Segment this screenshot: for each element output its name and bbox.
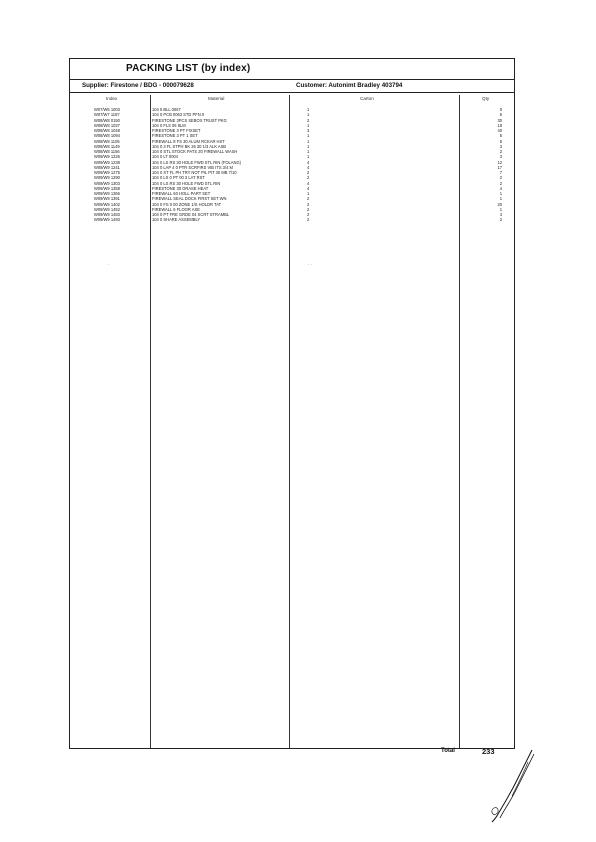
- row-material: 104 0 STL STOCK PATS 20 FIREWALL WASH: [152, 149, 238, 154]
- row-qty: 5: [499, 138, 502, 144]
- row-material: 104 0 FS 0 00 ZONE 1/S HOLDR TAT: [152, 201, 222, 207]
- stray-mark: · ·: [308, 262, 312, 267]
- packing-list-rows: [70, 107, 514, 223]
- row-carton: 1: [307, 133, 310, 139]
- row-carton: 3: [307, 128, 310, 133]
- row-qty: 40: [497, 128, 502, 133]
- packing-list-frame: [69, 58, 515, 749]
- row-material: 104 0 LS 0 PT 00 3 LAT RST: [152, 175, 205, 181]
- row-material: 104 0 LAP 4 0 PTR SCRFIRS VIB ITS 3/4 M: [152, 164, 233, 170]
- row-material: 104 0 ST FL PH TRY NOT PIL PIT 30 MB 7/10: [152, 170, 237, 175]
- row-material: 104 5 BLL 0067: [152, 107, 181, 112]
- row-qty: 1: [499, 191, 502, 196]
- row-qty: 17: [497, 164, 502, 170]
- row-index: W09/W9 1452: [94, 206, 120, 212]
- row-material: 104 0 SHARE ASSEMBLY: [152, 217, 201, 223]
- row-qty: 30: [497, 117, 502, 123]
- row-carton: 2: [307, 196, 310, 202]
- row-carton: 2: [307, 175, 310, 181]
- row-material: FIRESTONE 3 PT FIXSET: [152, 128, 201, 133]
- row-material: FIRESTONE 3 PT 1 SET: [152, 133, 198, 139]
- info-row: [70, 79, 514, 93]
- column-header-index: Index: [106, 96, 118, 101]
- row-index: W09/W9 1366: [94, 191, 120, 196]
- row-index: W09/W9 1391: [94, 196, 120, 202]
- row-carton: 1: [307, 191, 310, 196]
- table-row: [70, 217, 514, 222]
- row-material: 104 0 PT FRE GRDE 04 SCRT STRAMBL: [152, 212, 230, 217]
- row-carton: 1: [307, 138, 310, 144]
- row-qty: 1: [499, 196, 502, 202]
- column-header-row: [70, 93, 514, 103]
- row-carton: 4: [307, 159, 310, 165]
- row-qty: 1: [499, 206, 502, 212]
- row-carton: 2: [307, 170, 310, 175]
- row-qty: 2: [499, 175, 502, 181]
- row-carton: 1: [307, 107, 310, 112]
- row-carton: 1: [307, 122, 310, 128]
- row-qty: 2: [499, 180, 502, 186]
- row-qty: 12: [497, 159, 502, 165]
- customer-info: Customer: Autonimt Bradley 403794: [296, 82, 403, 89]
- row-index: W09/W9 1238: [94, 159, 120, 165]
- row-carton: 2: [307, 217, 310, 223]
- row-index: W09/W9 1483: [94, 212, 120, 217]
- row-material: 104 0 LT 0004: [152, 154, 179, 160]
- row-qty: 3: [499, 154, 502, 160]
- row-material: FIREWALL SEAL DOCK FIRST SET WN: [152, 196, 227, 202]
- row-index: W08/W8 1094: [94, 133, 120, 139]
- row-qty: 2: [499, 217, 502, 223]
- column-header-qty: Qty: [482, 96, 490, 101]
- row-carton: 2: [307, 201, 310, 207]
- row-index: W07/W7 1187: [94, 112, 120, 118]
- row-index: W08/W8 1048: [94, 128, 120, 133]
- title-row: [70, 58, 514, 80]
- total-label: Total: [441, 748, 455, 754]
- row-carton: 2: [307, 206, 310, 212]
- row-material: FIRESTONE 3PCS SEBOX TRUST PKG: [152, 117, 227, 123]
- row-carton: 4: [307, 164, 310, 170]
- row-index: W08/W8 0150: [94, 117, 120, 123]
- stray-mark: ·: [108, 262, 110, 267]
- row-qty: 4: [499, 212, 502, 217]
- row-index: W08/W8 1156: [94, 149, 120, 154]
- document-title: PACKING LIST (by index): [126, 63, 251, 74]
- row-carton: 4: [307, 180, 310, 186]
- row-qty: 3: [499, 143, 502, 149]
- row-material: 104 0 FLS 05 8LM: [152, 122, 186, 128]
- row-material: 104 0 3 FL STPH BK 26 30 1/3 ALK ASB: [152, 143, 227, 149]
- row-carton: 1: [307, 154, 310, 160]
- row-qty: 20: [497, 201, 502, 207]
- row-index: W09/W9 1493: [94, 217, 120, 223]
- row-qty: 18: [497, 122, 502, 128]
- row-material: 104 0 LS RS 30 HOLE FWD STL RIN: [152, 180, 221, 186]
- row-material: FIREWALL 60 HOLL PART SET: [152, 191, 211, 196]
- row-index: W08/W8 1105: [94, 138, 120, 144]
- row-carton: 1: [307, 143, 310, 149]
- row-carton: 4: [307, 185, 310, 191]
- row-qty: 6: [499, 112, 502, 118]
- row-material: FIREWALL 6 FLOOR ASE: [152, 206, 200, 212]
- signature-mark: [488, 748, 548, 823]
- row-index: W08/W8 1149: [94, 143, 120, 149]
- row-carton: 1: [307, 149, 310, 154]
- row-qty: 0: [499, 107, 502, 112]
- row-index: W09/W9 1241: [94, 164, 120, 170]
- row-index: W07/W6 1003: [94, 107, 120, 112]
- column-header-material: Material: [208, 96, 225, 101]
- row-index: W09/W9 1226: [94, 154, 120, 160]
- total-value: 233: [482, 747, 495, 756]
- row-material: 104 0 PCB 0063 STD PFN 0: [152, 112, 205, 118]
- row-index: W09/W9 1358: [94, 185, 120, 191]
- row-qty: 5: [499, 133, 502, 139]
- row-carton: 1: [307, 112, 310, 118]
- row-material: 104 0 LS RS 30 HOLE FWD STL RIN (FOLANG): [152, 159, 242, 165]
- row-qty: 4: [499, 185, 502, 191]
- row-index: W09/W9 1290: [94, 175, 120, 181]
- row-index: W09/W9 1275: [94, 170, 120, 175]
- column-header-carton: Carton: [360, 96, 374, 101]
- row-carton: 2: [307, 212, 310, 217]
- row-material: FIRESTONE 30 ORASE HEAT: [152, 185, 209, 191]
- row-material: FIREWALL 8 FS 30 ALUM RCKAR HST: [152, 138, 225, 144]
- row-qty: 2: [499, 149, 502, 154]
- row-index: W09/W9 1303: [94, 180, 120, 186]
- row-carton: 2: [307, 117, 310, 123]
- row-qty: 7: [499, 170, 502, 175]
- row-index: W09/W9 1402: [94, 201, 120, 207]
- supplier-info: Supplier: Firestone / BDG - 000079628: [82, 82, 194, 89]
- row-index: W08/W8 1037: [94, 122, 120, 128]
